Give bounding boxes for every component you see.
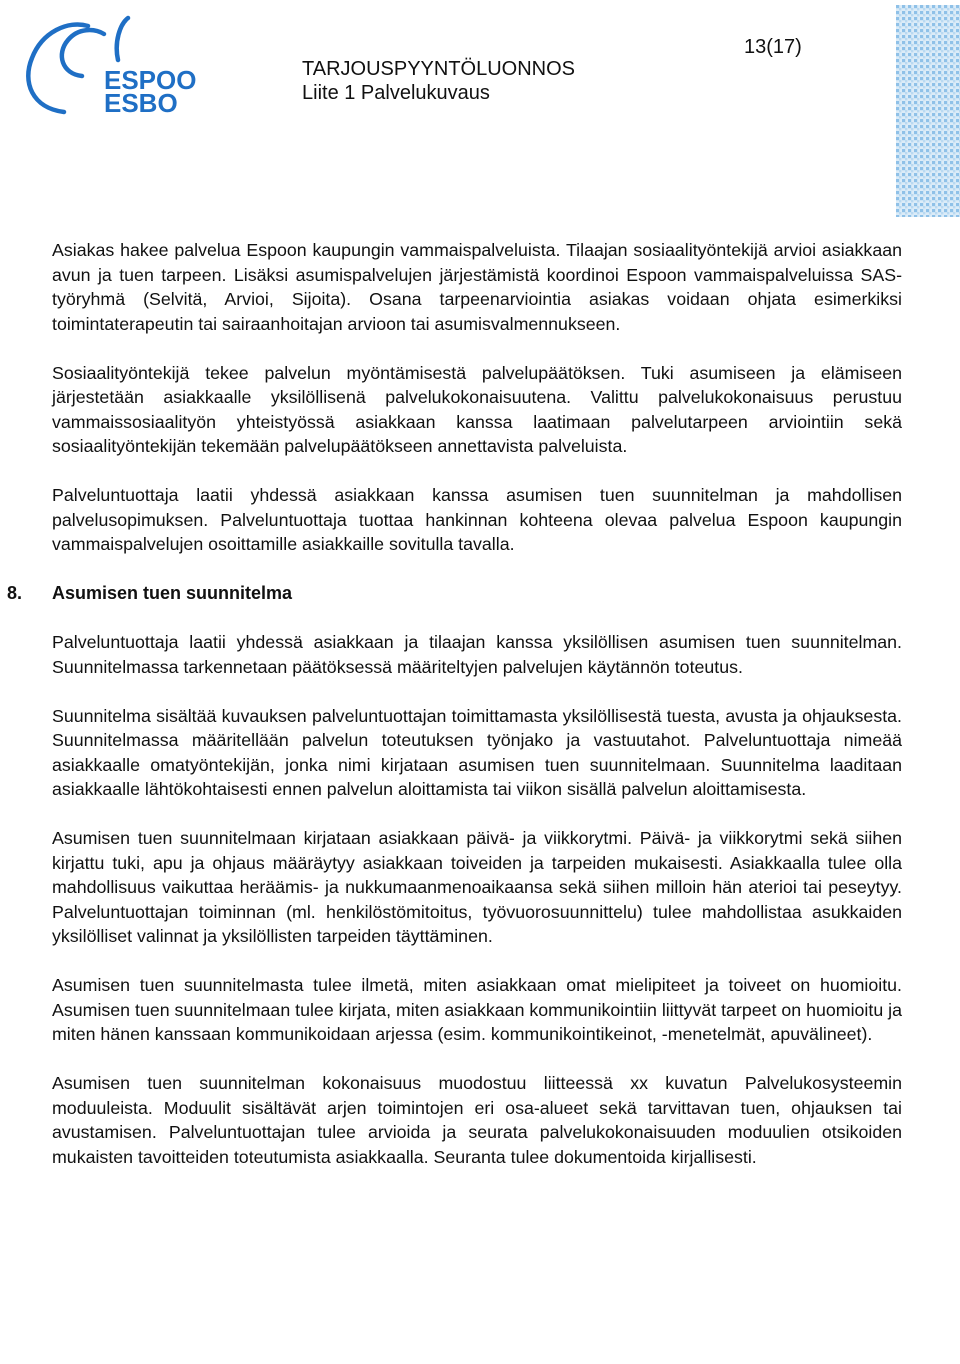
decorative-pattern [896,5,960,217]
section-title: Asumisen tuen suunnitelma [52,583,293,603]
espoo-logo [20,12,205,122]
paragraph: Asiakas hakee palvelua Espoon kaupungin vammaispalveluista. Tilaajan sosiaalityöntekijä arvioi asiakkaan avun ja tuen tarpeen. Lisäksi asumispalvelujen järjestämistä koordinoi Espoon vammaispalveluissa SAS-työryhmä (Selvitä, Arvioi, Sijoita). Osana tarpeenarviointia asiakas voidaan ohjata esimerkiksi toimintaterapeutin tai sairaanhoitajan arvioon tai asumisvalmennukseen. [52,240,902,334]
section-heading [7,581,902,606]
paragraph: Sosiaalityöntekijä tekee palvelun myöntämisestä palvelupäätöksen. Tuki asumiseen ja elämiseen järjestetään asiakkaalle yksilöllisenä palvelukokonaisuutena. Valittu palvelukokonaisuus perustuu vammaissosiaalityön yhteistyössä asiakkaan kanssa laatimaan palvelutarpeen arviointiin sekä sosiaalityöntekijän tekemään palvelupäätökseen annettavista palveluista. [52,362,902,456]
page-number: 13(17) [744,36,802,58]
paragraph: Palveluntuottaja laatii yhdessä asiakkaan kanssa asumisen tuen suunnitelman ja mahdollisen palvelusopimuksen. Palveluntuottaja tuottaa hankinnan kohteena olevaa palvelua Espoon kaupungin vammaispalvelujen osoittamille asiakkaille sovitulla tavalla. [52,485,902,554]
paragraph: Asumisen tuen suunnitelmasta tulee ilmetä, miten asiakkaan omat mielipiteet ja toiveet on huomioitu. Asumisen tuen suunnitelmaan tulee kirjata, miten asiakkaan kommunikointiin liittyvät tarpeet on huomioitu ja miten hänen kanssaan kommunikoidaan arjessa (esim. kommunikointikeinot, -menetelmät, apuvälineet). [52,975,902,1044]
document-subtitle: Liite 1 Palvelukuvaus [302,82,490,104]
document-title: TARJOUSPYYNTÖLUONNOS [302,58,575,80]
paragraph: Asumisen tuen suunnitelman kokonaisuus muodostuu liitteessä xx kuvatun Palvelukosysteemin moduuleista. Moduulit sisältävät arjen toimintojen eri osa-alueet sekä tarvittavan tuen, ohjauksen tai avustamisen. Palveluntuottajan tulee arvioida ja seurata palvelukokonaisuuden moduulien otsikoiden mukaisten tavoitteiden toteutumista asiakkaalla. Seuranta tulee dokumentoida kirjallisesti. [52,1073,902,1167]
section-number: 8. [7,583,23,603]
logo-text-esbo: ESBO [104,88,178,118]
paragraph: Palveluntuottaja laatii yhdessä asiakkaan ja tilaajan kanssa yksilöllisen asumisen tuen suunnitelman. Suunnitelmassa tarkennetaan päätöksessä määriteltyjen palvelujen käytännön toteutus. [52,632,902,677]
paragraph: Suunnitelma sisältää kuvauksen palveluntuottajan toimittamasta yksilöllisestä tuesta, avusta ja ohjauksesta. Suunnitelmassa määritellään palvelun toteutuksen työnjako ja vastuutahot. Palveluntuottaja nimeää asiakkaalle omatyöntekijän, jonka nimi kirjataan asumisen tuen suunnitelmaan. Suunnitelma laaditaan asiakkaalle lähtökohtaisesti ennen palvelun aloittamista tai viikon sisällä palvelun aloittamisesta. [52,705,902,799]
document-body [7,238,902,1194]
logo-text-espoo: ESPOO [104,65,197,95]
paragraph: Asumisen tuen suunnitelmaan kirjataan asiakkaan päivä- ja viikkorytmi. Päivä- ja viikkorytmi sekä siihen kirjattu tuki, apu ja ohjaus määräytyy asiakkaan toiveiden ja tarpeiden mukaisesti. Asiakkaalla tulee olla mahdollisuus vaikuttaa heräämis- ja nukkumaanmenoaikaansa sekä siihen milloin hän aterioi tai peseytyy. Palveluntuottajan toiminnan (ml. henkilöstömitoitus, työvuorosuunnittelu) tulee mahdollistaa asukkaiden yksilölliset valinnat ja yksilöllisten tarpeiden täyttäminen. [52,828,902,946]
